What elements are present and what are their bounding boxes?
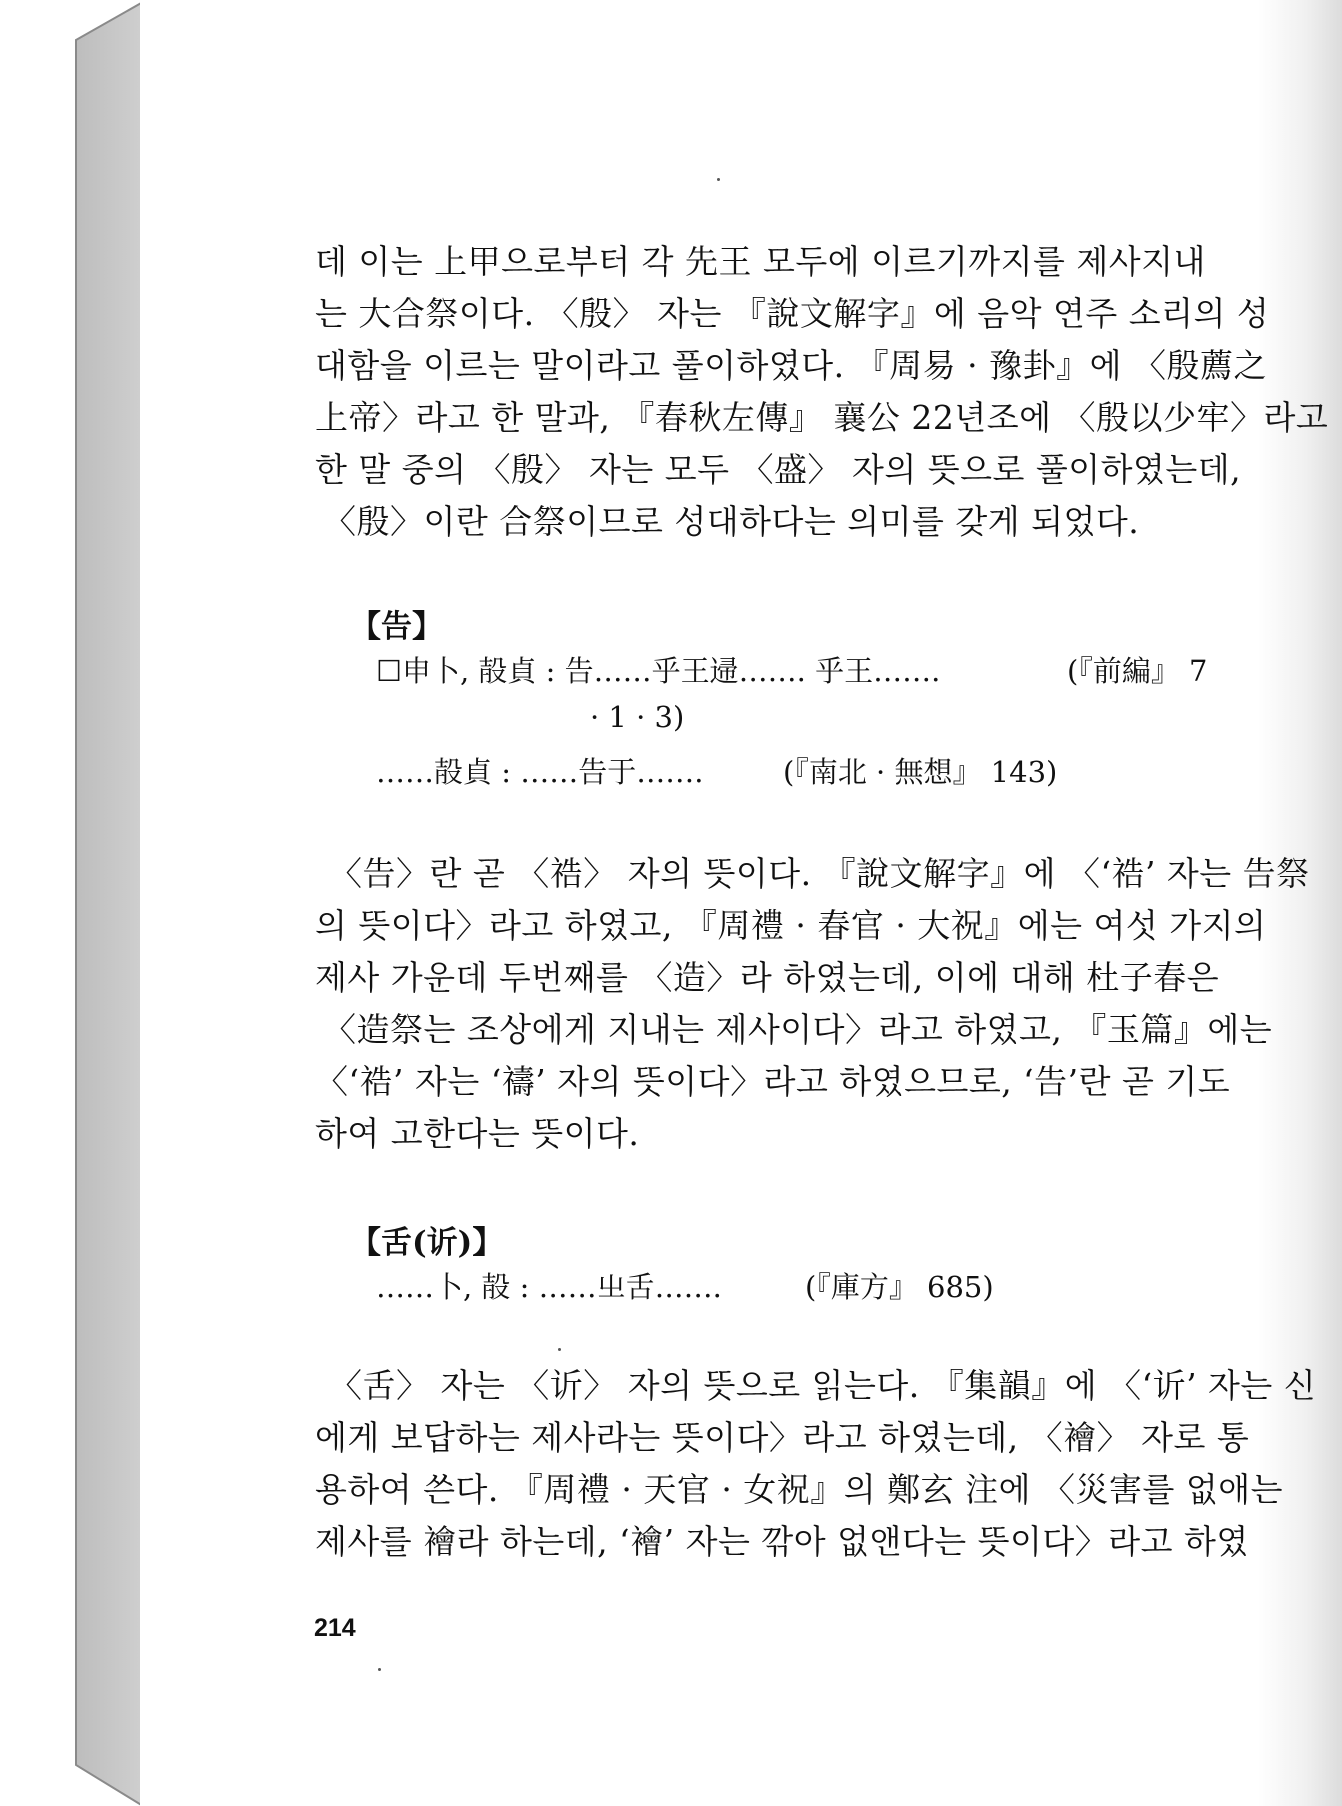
- text-line: 용하여 쓴다. 『周禮 · 天官 · 女祝』의 鄭玄 注에 〈災害를 없애는: [315, 1470, 1284, 1509]
- text-line: 〈告〉란 곧 〈祰〉 자의 뜻이다. 『說文解字』에 〈‘祰’ 자는 告祭: [329, 854, 1310, 893]
- text-line: 〈舌〉 자는 〈䜣〉 자의 뜻으로 읽는다. 『集韻』에 〈‘䜣’ 자는 신: [329, 1366, 1317, 1405]
- text-line: 〈‘祰’ 자는 ‘禱’ 자의 뜻이다〉라고 하였으므로, ‘告’란 곧 기도: [315, 1062, 1231, 1101]
- inscription-line: ……㱿貞 : ……告于…….: [376, 755, 704, 789]
- section-heading-gao: 【告】: [350, 609, 443, 645]
- print-speck: [717, 178, 720, 181]
- text-line: 에게 보답하는 제사라는 뜻이다〉라고 하였는데, 〈襘〉 자로 통: [315, 1418, 1250, 1457]
- page-number: 214: [314, 1614, 356, 1642]
- text-line: 하여 고한다는 뜻이다.: [315, 1114, 640, 1153]
- inscription-line: ☐申卜, 㱿貞 : 告……乎王䢜……. 乎王…….: [376, 654, 941, 688]
- inscription-reference: (『前編』 7: [1067, 654, 1208, 688]
- text-line: 〈殷〉이란 合祭이므로 성대하다는 의미를 갖게 되었다.: [323, 502, 1140, 541]
- text-line: 데 이는 上甲으로부터 각 先王 모두에 이르기까지를 제사지내: [315, 242, 1206, 281]
- text-line: 의 뜻이다〉라고 하였고, 『周禮 · 春官 · 大祝』에는 여섯 가지의: [315, 906, 1267, 945]
- text-line: 上帝〉라고 한 말과, 『春秋左傳』 襄公 22년조에 〈殷以少牢〉라고: [315, 398, 1329, 437]
- inscription-reference: (『南北 · 無想』 143): [783, 755, 1058, 789]
- text-line: 〈造祭는 조상에게 지내는 제사이다〉라고 하였고, 『玉篇』에는: [323, 1010, 1273, 1049]
- print-speck: [378, 1668, 381, 1671]
- print-speck: [558, 1348, 561, 1351]
- text-line: 제사를 襘라 하는데, ‘襘’ 자는 깎아 없앤다는 뜻이다〉라고 하였: [315, 1522, 1249, 1561]
- text-line: 대함을 이르는 말이라고 풀이하였다. 『周易 · 豫卦』에 〈殷薦之: [315, 346, 1267, 385]
- text-line: 제사 가운데 두번째를 〈造〉라 하였는데, 이에 대해 杜子春은: [315, 958, 1220, 997]
- text-line: 는 大合祭이다. 〈殷〉 자는 『說文解字』에 음악 연주 소리의 성: [315, 294, 1270, 333]
- text-line: 한 말 중의 〈殷〉 자는 모두 〈盛〉 자의 뜻으로 풀이하였는데,: [315, 450, 1242, 489]
- inscription-reference-continued: · 1 · 3): [590, 700, 685, 734]
- inscription-line: ……卜, 㱿 : ……㞢舌…….: [376, 1270, 722, 1304]
- section-heading-she: 【舌(䜣)】: [350, 1225, 504, 1261]
- body-paragraph-1: [315, 236, 1329, 548]
- body-paragraph-2: [315, 848, 1310, 1160]
- inscription-reference: (『庫方』 685): [805, 1270, 994, 1304]
- body-paragraph-3: [315, 1360, 1317, 1568]
